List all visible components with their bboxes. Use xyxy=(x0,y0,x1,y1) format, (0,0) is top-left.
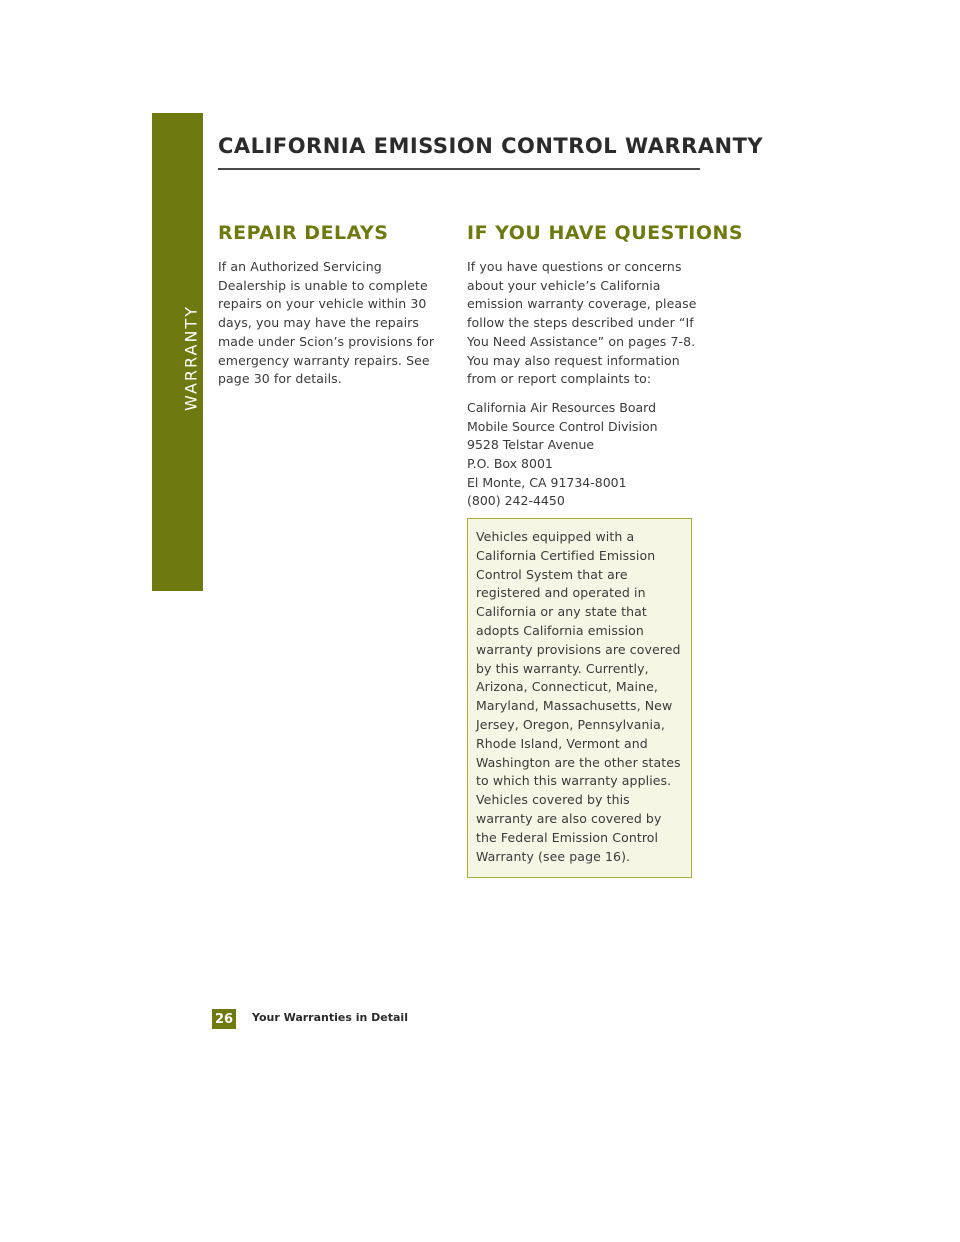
covered-states-note xyxy=(467,518,692,878)
questions-section xyxy=(467,222,744,511)
repair-delays-section xyxy=(218,222,450,389)
questions-body: If you have questions or concerns about your vehicle’s California emission warranty coverage, please follow the steps described under “If You Need Assistance” on pages 7-8. You may also request information from or report complaints to: xyxy=(467,259,697,387)
page-title: CALIFORNIA EMISSION CONTROL WARRANTY xyxy=(218,134,764,158)
address-line: P.O. Box 8001 xyxy=(467,456,553,472)
footer-title: Your Warranties in Detail xyxy=(252,1011,408,1024)
covered-states-note-text: Vehicles equipped with a California Certified Emission Control System that are registered and operated in California or any state that adopts California emission warranty provisions are covered by this warranty. Currently, Arizona, Connecticut, Maine, Maryland, Massachusetts, New Jersey, Oregon, Pennsylvania, Rhode Island, Vermont and Washington are the other states to which this warranty applies. Vehicles covered by this warranty are also covered by the Federal Emission Control Warranty (see page 16). xyxy=(476,529,681,864)
title-divider xyxy=(218,168,700,170)
address-line: El Monte, CA 91734-8001 xyxy=(467,474,627,490)
questions-heading: IF YOU HAVE QUESTIONS xyxy=(467,222,744,244)
repair-delays-heading: REPAIR DELAYS xyxy=(218,222,389,244)
contact-address xyxy=(467,399,701,511)
address-line: Mobile Source Control Division xyxy=(467,418,658,434)
repair-delays-body: If an Authorized Servicing Dealership is unable to complete repairs on your vehicle within 30 days, you may have the repairs made under Scion’s provisions for emergency warranty repairs. See page 30 for details. xyxy=(218,259,435,387)
address-line: 9528 Telstar Avenue xyxy=(467,437,595,453)
phone-number: (800) 242-4450 xyxy=(467,493,565,509)
page-number: 26 xyxy=(212,1009,236,1029)
address-line: California Air Resources Board xyxy=(467,399,657,415)
side-tab-label: WARRANTY xyxy=(181,305,201,411)
